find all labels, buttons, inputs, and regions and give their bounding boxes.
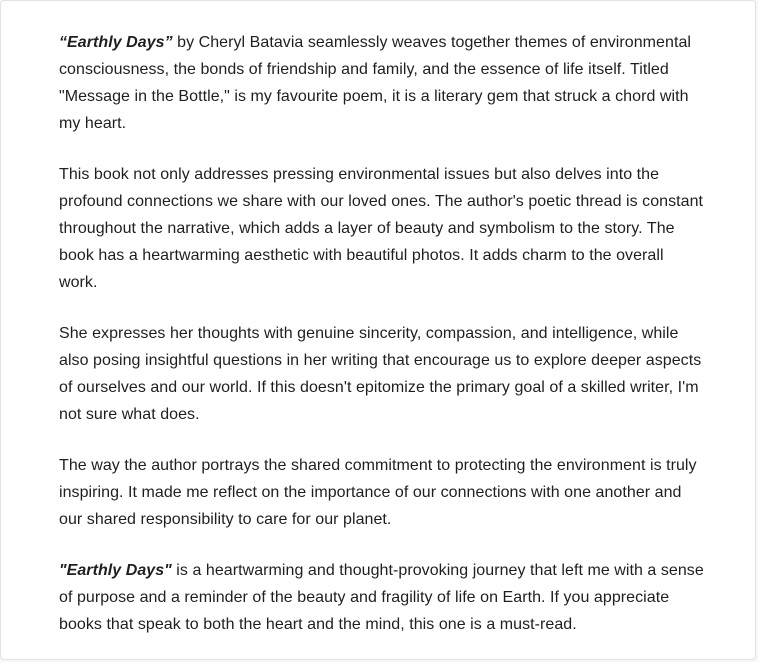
paragraph-text: This book not only addresses pressing environmental issues but also delves into the profound connections we share with our loved ones. The author's poetic thread is constant throughout the narrative, which adds a layer of beauty and symbolism to the story. The book has a heartwarming aesthetic with beautiful photos. It adds charm to the overall work. [59, 166, 704, 291]
paragraph-text: is a heartwarming and thought-provoking journey that left me with a sense of purpose and a reminder of the beauty and fragility of life on Earth. If you appreciate books that speak to both the heart and the mind, this one is a must-read. [59, 562, 704, 633]
review-paragraph-1 [59, 29, 704, 137]
review-paragraph-4 [59, 452, 704, 533]
paragraph-text: by Cheryl Batavia seamlessly weaves together themes of environmental consciousness, the bonds of friendship and family, and the essence of life itself. Titled "Message in the Bottle," is my favourite poem, it is a literary gem that struck a chord with my heart. [59, 34, 692, 132]
review-body [59, 29, 704, 662]
paragraph-text: She expresses her thoughts with genuine sincerity, compassion, and intelligence, while also posing insightful questions in her writing that encourage us to explore deeper aspects of ourselves and our world. If this doesn't epitomize the primary goal of a skilled writer, I'm not sure what does. [59, 325, 702, 423]
paragraph-text: The way the author portrays the shared commitment to protecting the environment is truly inspiring. It made me reflect on the importance of our connections with one another and our shared responsibility to care for our planet. [59, 457, 697, 528]
review-paragraph-2 [59, 161, 704, 296]
review-paragraph-5 [59, 557, 704, 638]
review-paragraph-3 [59, 320, 704, 428]
book-title: "Earthly Days" [59, 562, 172, 579]
book-title: “Earthly Days” [59, 34, 173, 51]
